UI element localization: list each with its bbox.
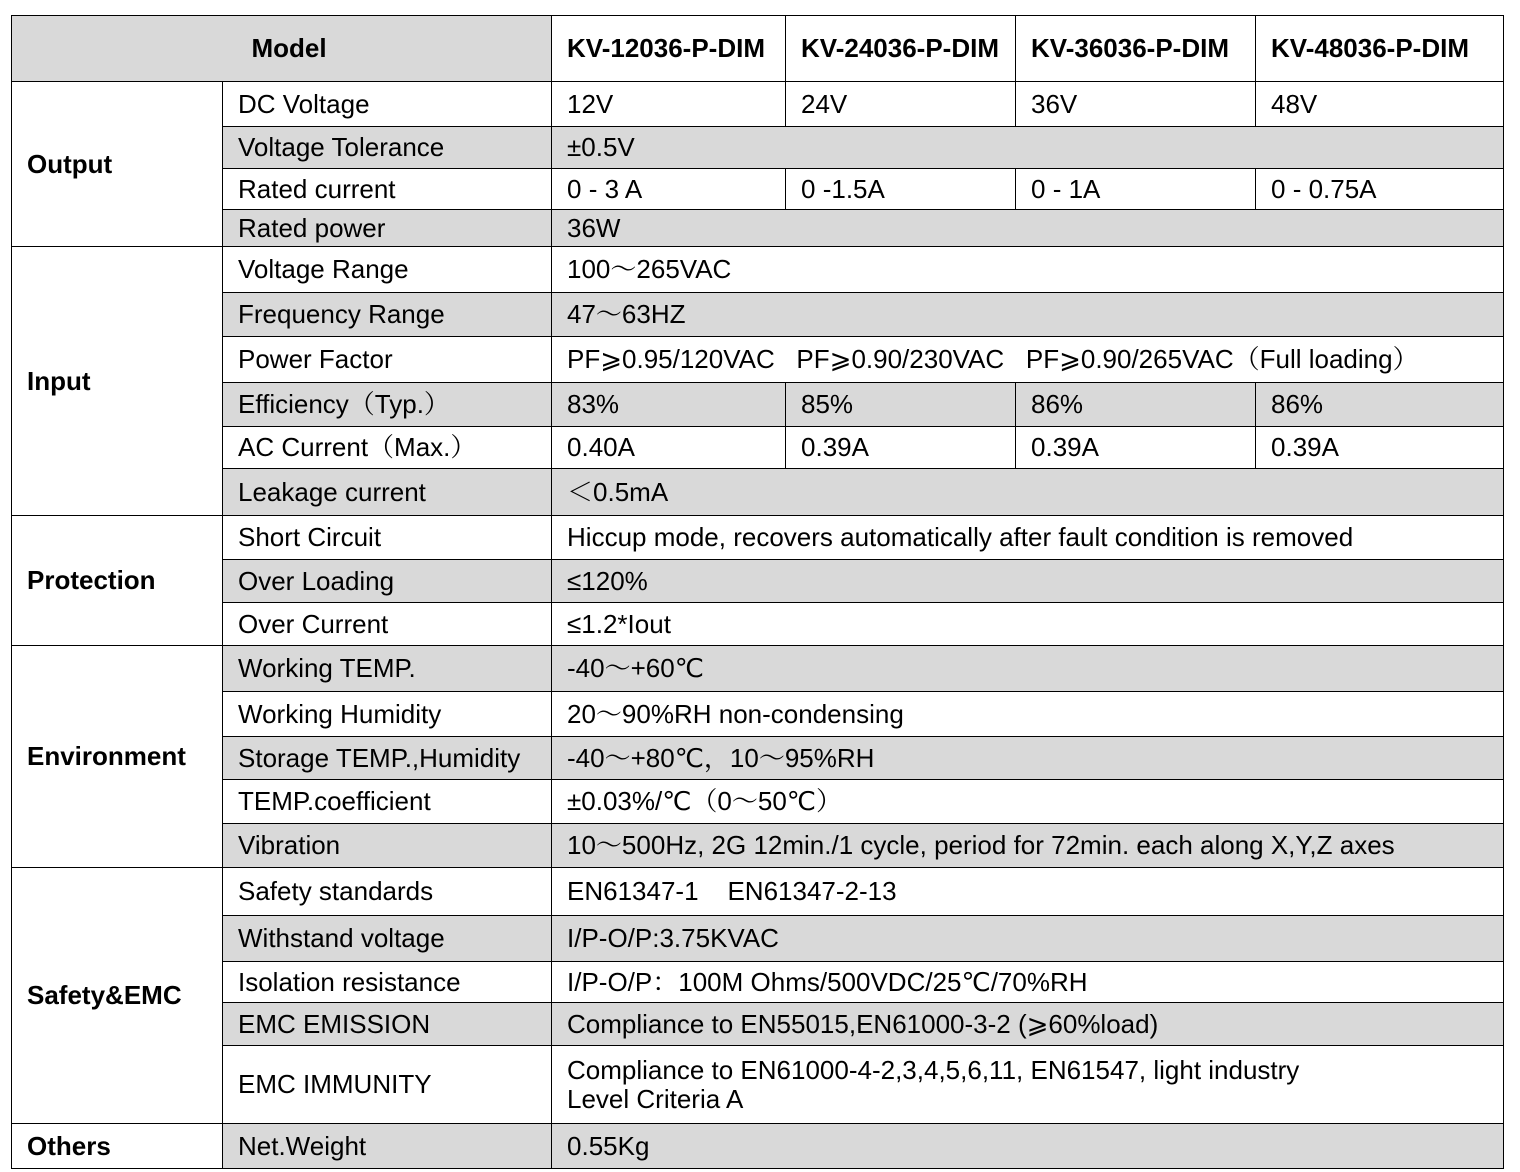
param-value: 12V bbox=[552, 82, 786, 127]
model-name: KV-24036-P-DIM bbox=[786, 16, 1016, 82]
param-value: ≤1.2*Iout bbox=[552, 603, 1504, 646]
table-row bbox=[12, 383, 1504, 427]
param-value: 0.40A bbox=[552, 427, 786, 469]
table-row bbox=[12, 82, 1504, 127]
param-value: 0 - 0.75A bbox=[1256, 169, 1504, 210]
param-value: Compliance to EN55015,EN61000-3-2 (⩾60%load) bbox=[552, 1003, 1504, 1046]
table-row bbox=[12, 780, 1504, 824]
table-row bbox=[12, 210, 1504, 247]
table-row bbox=[12, 737, 1504, 780]
param-value: 0.55Kg bbox=[552, 1124, 1504, 1169]
param-value: ≤120% bbox=[552, 560, 1504, 603]
param-value: 47～63HZ bbox=[552, 293, 1504, 337]
category-output: Output bbox=[12, 82, 223, 247]
param-label: Working TEMP. bbox=[223, 646, 552, 692]
param-label: Over Current bbox=[223, 603, 552, 646]
category-environment: Environment bbox=[12, 646, 223, 868]
table-row bbox=[12, 962, 1504, 1003]
param-value: -40～+80℃，10～95%RH bbox=[552, 737, 1504, 780]
param-value: 86% bbox=[1016, 383, 1256, 427]
param-label: Frequency Range bbox=[223, 293, 552, 337]
table-row bbox=[12, 169, 1504, 210]
header-row bbox=[12, 16, 1504, 82]
table-row bbox=[12, 603, 1504, 646]
param-value: I/P-O/P：100M Ohms/500VDC/25℃/70%RH bbox=[552, 962, 1504, 1003]
table-row bbox=[12, 1124, 1504, 1169]
param-label: Short Circuit bbox=[223, 516, 552, 560]
param-label: Rated current bbox=[223, 169, 552, 210]
param-label: Leakage current bbox=[223, 469, 552, 516]
category-input: Input bbox=[12, 247, 223, 516]
param-label: AC Current（Max.） bbox=[223, 427, 552, 469]
param-label: Power Factor bbox=[223, 337, 552, 383]
param-value: 36V bbox=[1016, 82, 1256, 127]
param-label: DC Voltage bbox=[223, 82, 552, 127]
param-label: Safety standards bbox=[223, 868, 552, 916]
param-value: PF⩾0.95/120VAC PF⩾0.90/230VAC PF⩾0.90/265VAC（Full loading） bbox=[552, 337, 1504, 383]
param-value: Hiccup mode, recovers automatically after fault condition is removed bbox=[552, 516, 1504, 560]
param-value: -40～+60℃ bbox=[552, 646, 1504, 692]
model-name: KV-48036-P-DIM bbox=[1256, 16, 1504, 82]
table-row bbox=[12, 646, 1504, 692]
category-others: Others bbox=[12, 1124, 223, 1169]
model-header-label: Model bbox=[12, 16, 552, 82]
param-value: 86% bbox=[1256, 383, 1504, 427]
table-row bbox=[12, 293, 1504, 337]
table-row bbox=[12, 1046, 1504, 1124]
param-label: EMC EMISSION bbox=[223, 1003, 552, 1046]
table-row bbox=[12, 824, 1504, 868]
param-label: Vibration bbox=[223, 824, 552, 868]
param-label: Efficiency（Typ.） bbox=[223, 383, 552, 427]
param-value: 0.39A bbox=[1256, 427, 1504, 469]
table-row bbox=[12, 692, 1504, 737]
param-label: Isolation resistance bbox=[223, 962, 552, 1003]
param-label: Withstand voltage bbox=[223, 916, 552, 962]
param-value: ＜0.5mA bbox=[552, 469, 1504, 516]
param-value: 24V bbox=[786, 82, 1016, 127]
param-value: ±0.03%/℃（0～50℃） bbox=[552, 780, 1504, 824]
param-label: Net.Weight bbox=[223, 1124, 552, 1169]
param-value: 100～265VAC bbox=[552, 247, 1504, 293]
param-value: 48V bbox=[1256, 82, 1504, 127]
param-value: 0 - 1A bbox=[1016, 169, 1256, 210]
param-value: 10～500Hz, 2G 12min./1 cycle, period for 72min. each along X,Y,Z axes bbox=[552, 824, 1504, 868]
param-label: Storage TEMP.,Humidity bbox=[223, 737, 552, 780]
table-row bbox=[12, 337, 1504, 383]
table-row bbox=[12, 1003, 1504, 1046]
param-value: 0 -1.5A bbox=[786, 169, 1016, 210]
param-value bbox=[552, 1046, 1504, 1124]
table-row bbox=[12, 247, 1504, 293]
table-row bbox=[12, 868, 1504, 916]
param-label: Working Humidity bbox=[223, 692, 552, 737]
param-label: Voltage Tolerance bbox=[223, 127, 552, 169]
table-row bbox=[12, 560, 1504, 603]
model-name: KV-12036-P-DIM bbox=[552, 16, 786, 82]
table-row bbox=[12, 916, 1504, 962]
param-value: EN61347-1 EN61347-2-13 bbox=[552, 868, 1504, 916]
param-value: ±0.5V bbox=[552, 127, 1504, 169]
param-value: 83% bbox=[552, 383, 786, 427]
param-value: 20～90%RH non-condensing bbox=[552, 692, 1504, 737]
param-value: 0.39A bbox=[786, 427, 1016, 469]
param-label: EMC IMMUNITY bbox=[223, 1046, 552, 1124]
param-label: Over Loading bbox=[223, 560, 552, 603]
param-label: Rated power bbox=[223, 210, 552, 247]
table-row bbox=[12, 127, 1504, 169]
param-value: I/P-O/P:3.75KVAC bbox=[552, 916, 1504, 962]
table-row bbox=[12, 516, 1504, 560]
param-value: 0 - 3 A bbox=[552, 169, 786, 210]
param-value: 85% bbox=[786, 383, 1016, 427]
param-label: Voltage Range bbox=[223, 247, 552, 293]
param-value: 36W bbox=[552, 210, 1504, 247]
emc-immunity-line-1: Compliance to EN61000-4-2,3,4,5,6,11, EN61547, light industry bbox=[567, 1054, 1300, 1085]
spec-table bbox=[11, 15, 1504, 1169]
param-label: TEMP.coefficient bbox=[223, 780, 552, 824]
category-safety-emc: Safety&EMC bbox=[12, 868, 223, 1124]
param-value: 0.39A bbox=[1016, 427, 1256, 469]
table-row bbox=[12, 469, 1504, 516]
table-row bbox=[12, 427, 1504, 469]
emc-immunity-line-2: Level Criteria A bbox=[567, 1083, 744, 1114]
category-protection: Protection bbox=[12, 516, 223, 646]
model-name: KV-36036-P-DIM bbox=[1016, 16, 1256, 82]
